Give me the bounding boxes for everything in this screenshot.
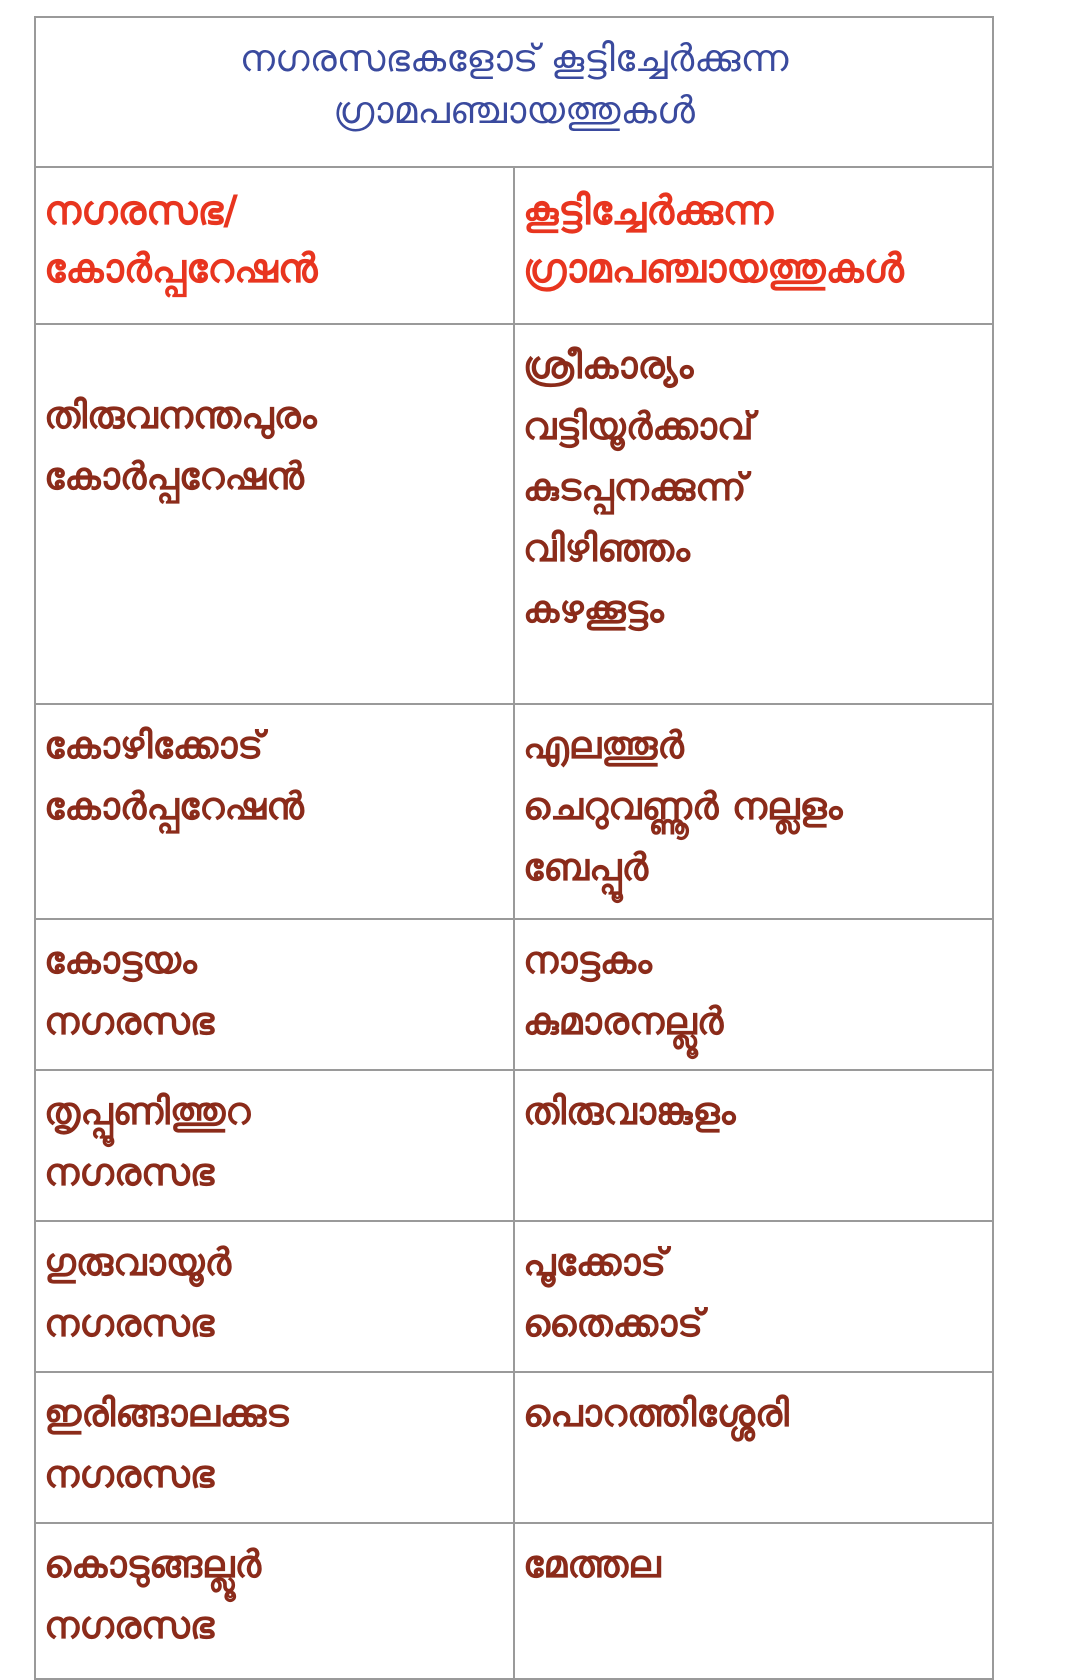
table-row: [35, 1221, 993, 1372]
municipality-type: നഗരസഭ: [44, 1150, 215, 1194]
table-row: [35, 704, 993, 919]
panchayat-cell: [514, 1523, 993, 1679]
header-right-line-2: ഗ്രാമപഞ്ചായത്തുകൾ: [523, 246, 904, 292]
panchayat-cell: [514, 919, 993, 1070]
panchayat-name: വട്ടിയൂർക്കാവ്: [523, 404, 754, 448]
panchayat-name: ബേപ്പൂർ: [523, 845, 649, 889]
municipality-cell: [35, 1523, 514, 1679]
municipality-name: കൊടുങ്ങല്ലൂർ: [44, 1542, 262, 1586]
municipality-name: കോഴിക്കോട്: [44, 723, 264, 767]
panchayat-name: കഴക്കൂട്ടം: [523, 587, 664, 631]
header-right: [514, 167, 993, 324]
municipality-cell: [35, 1221, 514, 1372]
table-row: [35, 1523, 993, 1679]
panchayat-name: ശ്രീകാര്യം: [523, 343, 694, 387]
table-row: [35, 324, 993, 704]
municipality-panchayat-table: [34, 16, 994, 1680]
panchayat-name: ചെറുവണ്ണൂർ നല്ലളം: [523, 784, 843, 828]
panchayat-name: വിഴിഞ്ഞം: [523, 526, 690, 570]
municipality-cell: [35, 704, 514, 919]
table-row: [35, 1070, 993, 1221]
header-right-line-1: കൂട്ടിച്ചേർക്കുന്ന: [523, 188, 774, 234]
municipality-name: ഗുരുവായൂർ: [44, 1240, 232, 1284]
municipality-name: തൃപ്പൂണിത്തുറ: [44, 1089, 251, 1133]
municipality-cell: [35, 324, 514, 704]
panchayat-name: പൂക്കോട്: [523, 1240, 667, 1284]
table-row: [35, 919, 993, 1070]
municipality-name: കോട്ടയം: [44, 938, 197, 982]
municipality-cell: [35, 1070, 514, 1221]
panchayat-name: നാട്ടകം: [523, 938, 652, 982]
municipality-name: ഇരിങ്ങാലക്കുട: [44, 1391, 289, 1435]
title-line-1: നഗരസഭകളോട് കൂട്ടിച്ചേർക്കുന്ന: [239, 36, 789, 80]
municipality-cell: [35, 1372, 514, 1523]
panchayat-name: പൊറത്തിശ്ശേരി: [523, 1391, 789, 1435]
header-left-line-2: കോർപ്പറേഷൻ: [44, 246, 318, 292]
municipality-type: നഗരസഭ: [44, 1452, 215, 1496]
municipality-type: നഗരസഭ: [44, 1301, 215, 1345]
municipality-type: നഗരസഭ: [44, 999, 215, 1043]
panchayat-name: കുടപ്പനക്കുന്ന്: [523, 465, 747, 509]
header-row: [35, 167, 993, 324]
table-title: [35, 17, 993, 167]
municipality-type: നഗരസഭ: [44, 1603, 215, 1647]
panchayat-cell: [514, 1221, 993, 1372]
header-left-line-1: നഗരസഭ/: [44, 188, 238, 234]
title-line-2: ഗ്രാമപഞ്ചായത്തുകൾ: [333, 88, 695, 132]
panchayat-cell: [514, 1070, 993, 1221]
panchayat-name: തൈക്കാട്: [523, 1301, 704, 1345]
header-left: [35, 167, 514, 324]
panchayat-cell: [514, 1372, 993, 1523]
panchayat-cell: [514, 704, 993, 919]
table-row: [35, 1372, 993, 1523]
title-row: [35, 17, 993, 167]
panchayat-name: എലത്തൂർ: [523, 723, 684, 767]
panchayat-name: തിരുവാങ്കുളം: [523, 1089, 736, 1133]
municipality-type: കോർപ്പറേഷൻ: [44, 784, 304, 828]
panchayat-cell: [514, 324, 993, 704]
municipality-cell: [35, 919, 514, 1070]
panchayat-name: മേത്തല: [523, 1542, 661, 1586]
panchayat-name: കുമാരനല്ലൂർ: [523, 999, 724, 1043]
municipality-name: തിരുവനന്തപുരം: [44, 393, 317, 437]
municipality-type: കോർപ്പറേഷൻ: [44, 454, 304, 498]
